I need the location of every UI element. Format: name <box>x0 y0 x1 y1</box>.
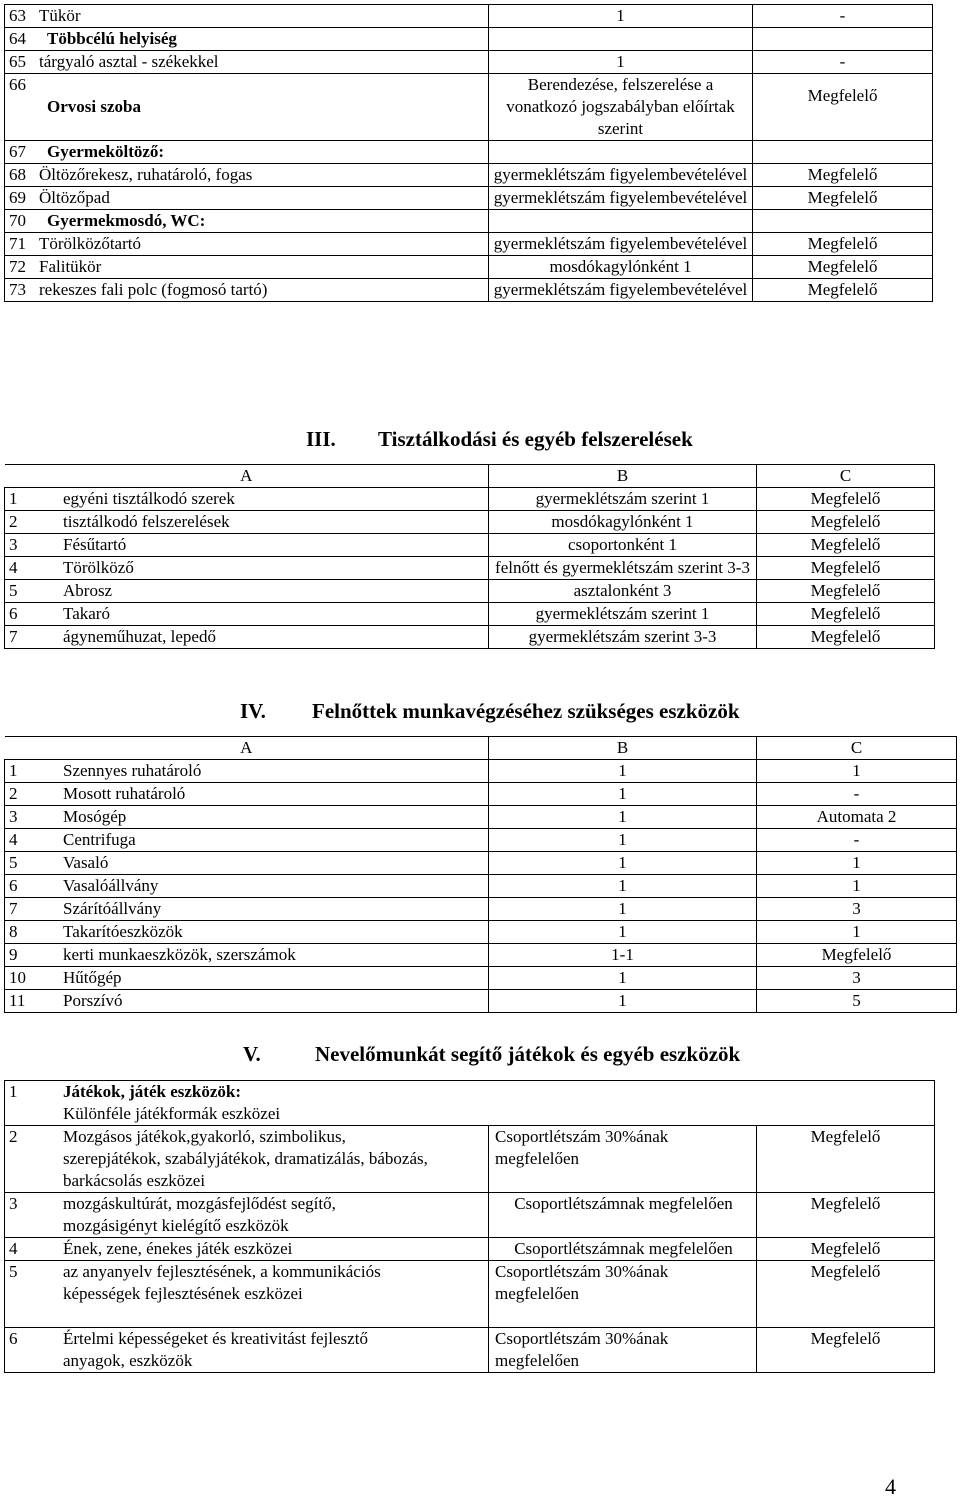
row-number: 2 <box>9 512 18 531</box>
item-cell <box>5 898 489 921</box>
table-row <box>5 603 935 626</box>
header-b: B <box>489 465 757 488</box>
quantity-cell: 1 <box>489 5 753 28</box>
item-cell <box>5 164 489 187</box>
item-cell <box>5 488 489 511</box>
status-cell: Megfelelő <box>753 164 933 187</box>
item-name: egyéni tisztálkodó szerek <box>63 489 235 508</box>
quantity-cell: Csoportlétszám 30%ának megfelelően <box>489 1261 757 1328</box>
status-cell: Megfelelő <box>757 1238 935 1261</box>
status-cell: Megfelelő <box>753 233 933 256</box>
table-row <box>5 534 935 557</box>
item-name: mozgáskultúrát, mozgásfejlődést segítő, mozgásigényt kielégítő eszközök <box>63 1194 336 1235</box>
item-cell <box>5 28 489 51</box>
item-name: Tükör <box>39 6 81 25</box>
quantity-cell: Csoportlétszámnak megfelelően <box>489 1193 757 1238</box>
status-cell: 1 <box>757 760 957 783</box>
status-cell: Megfelelő <box>753 256 933 279</box>
section-5-roman: V. <box>243 1042 261 1066</box>
status-cell: Megfelelő <box>757 580 935 603</box>
quantity-cell: Csoportlétszámnak megfelelően <box>489 1238 757 1261</box>
item-cell <box>5 1328 489 1373</box>
page-number: 4 <box>885 1474 896 1499</box>
item-name: Porszívó <box>63 991 123 1010</box>
item-cell <box>5 806 489 829</box>
item-cell <box>5 511 489 534</box>
item-name: tisztálkodó felszerelések <box>63 512 230 531</box>
row-number: 6 <box>9 876 18 895</box>
item-cell <box>5 534 489 557</box>
row-number: 7 <box>9 627 18 646</box>
quantity-cell: gyermeklétszám figyelembevételével <box>489 279 753 302</box>
row-number: 64 <box>9 29 26 48</box>
item-name: Takarítóeszközök <box>63 922 183 941</box>
table-row <box>5 279 933 302</box>
item-cell <box>5 626 489 649</box>
row-number: 2 <box>9 784 18 803</box>
header-c: C <box>757 465 935 488</box>
educational-toys-table <box>4 1080 935 1373</box>
item-name: Gyermekmosdó, WC: <box>47 211 206 230</box>
section-4-roman: IV. <box>240 699 266 723</box>
table-row <box>5 944 957 967</box>
table-row <box>5 1238 935 1261</box>
item-name: Szárítóállvány <box>63 899 162 918</box>
row-number: 67 <box>9 142 26 161</box>
item-cell <box>5 760 489 783</box>
quantity-cell: Csoportlétszám 30%ának megfelelően <box>489 1126 757 1193</box>
table-row <box>5 852 957 875</box>
row-number: 5 <box>9 1262 18 1281</box>
status-cell: Automata 2 <box>757 806 957 829</box>
table-row <box>5 875 957 898</box>
table-row <box>5 1261 935 1328</box>
table-row <box>5 210 933 233</box>
table-row <box>5 1126 935 1193</box>
row-number: 4 <box>9 558 18 577</box>
status-cell: Megfelelő <box>757 1328 935 1373</box>
table-row <box>5 829 957 852</box>
table-row <box>5 28 933 51</box>
item-cell <box>5 603 489 626</box>
table-row <box>5 580 935 603</box>
table-row <box>5 74 933 141</box>
item-name: Centrifuga <box>63 830 136 849</box>
item-name: Fésűtartó <box>63 535 127 554</box>
item-name: Ének, zene, énekes játék eszközei <box>63 1239 293 1258</box>
table-row <box>5 921 957 944</box>
quantity-cell: 1-1 <box>489 944 757 967</box>
table-row <box>5 626 935 649</box>
item-cell <box>5 1261 489 1328</box>
quantity-cell: gyermeklétszám figyelembevételével <box>489 164 753 187</box>
table-row <box>5 256 933 279</box>
status-cell: Megfelelő <box>757 944 957 967</box>
row-number: 8 <box>9 922 18 941</box>
item-name: Abrosz <box>63 581 113 600</box>
table-row <box>5 990 957 1013</box>
item-title: Játékok, játék eszközök: <box>63 1082 242 1101</box>
table-row <box>5 783 957 806</box>
equipment-table-1 <box>4 4 933 302</box>
header-c: C <box>757 737 957 760</box>
item-name: Törölközőtartó <box>39 234 141 253</box>
item-name: Öltözőrekesz, ruhatároló, fogas <box>39 165 253 184</box>
table-row <box>5 141 933 164</box>
header-a: A <box>5 737 489 760</box>
table-row <box>5 1328 935 1373</box>
item-cell <box>5 1081 935 1126</box>
row-number: 65 <box>9 52 26 71</box>
table-row <box>5 806 957 829</box>
quantity-cell: 1 <box>489 806 757 829</box>
section-4-heading <box>240 700 740 722</box>
status-cell: 1 <box>757 875 957 898</box>
status-cell: 3 <box>757 898 957 921</box>
row-number: 5 <box>9 853 18 872</box>
quantity-cell: gyermeklétszám szerint 3-3 <box>489 626 757 649</box>
table-row <box>5 511 935 534</box>
item-name: Orvosi szoba <box>47 97 141 116</box>
row-number: 7 <box>9 899 18 918</box>
quantity-cell: 1 <box>489 852 757 875</box>
quantity-cell <box>489 210 753 233</box>
item-cell <box>5 1193 489 1238</box>
quantity-cell: gyermeklétszám figyelembevételével <box>489 187 753 210</box>
row-number: 4 <box>9 1239 18 1258</box>
row-number: 2 <box>9 1127 18 1146</box>
item-name: Mosógép <box>63 807 127 826</box>
section-5-title: Nevelőmunkát segítő játékok és egyéb eszközök <box>315 1042 741 1066</box>
row-number: 70 <box>9 211 26 230</box>
item-name: Szennyes ruhatároló <box>63 761 202 780</box>
item-name: ágyneműhuzat, lepedő <box>63 627 216 646</box>
item-cell <box>5 5 489 28</box>
status-cell: 1 <box>757 852 957 875</box>
quantity-cell <box>489 141 753 164</box>
table-row <box>5 164 933 187</box>
section-3-heading <box>306 428 693 450</box>
table-row <box>5 1081 935 1126</box>
status-cell: Megfelelő <box>757 603 935 626</box>
item-name: Többcélú helyiség <box>47 29 177 48</box>
table-row <box>5 488 935 511</box>
table-row <box>5 760 957 783</box>
section-3-roman: III. <box>306 427 336 451</box>
status-cell: Megfelelő <box>757 1126 935 1193</box>
item-name: Takaró <box>63 604 110 623</box>
item-cell <box>5 279 489 302</box>
status-cell: - <box>753 51 933 74</box>
status-cell: Megfelelő <box>757 534 935 557</box>
quantity-cell: 1 <box>489 829 757 852</box>
status-cell: Megfelelő <box>757 511 935 534</box>
item-cell <box>5 1126 489 1193</box>
row-number: 72 <box>9 257 26 276</box>
status-cell <box>753 210 933 233</box>
item-name: Értelmi képességeket és kreativitást fejlesztő anyagok, eszközök <box>63 1329 368 1370</box>
item-cell <box>5 990 489 1013</box>
status-cell: Megfelelő <box>757 626 935 649</box>
quantity-cell: 1 <box>489 760 757 783</box>
item-cell <box>5 233 489 256</box>
item-name: Öltözőpad <box>39 188 110 207</box>
row-number: 10 <box>9 968 26 987</box>
quantity-cell: gyermeklétszám szerint 1 <box>489 488 757 511</box>
status-cell: Megfelelő <box>753 187 933 210</box>
status-cell: Megfelelő <box>753 74 933 141</box>
header-a: A <box>5 465 489 488</box>
item-cell <box>5 74 489 141</box>
row-number: 3 <box>9 807 18 826</box>
quantity-cell: gyermeklétszám figyelembevételével <box>489 233 753 256</box>
item-cell <box>5 852 489 875</box>
quantity-cell: 1 <box>489 51 753 74</box>
item-cell <box>5 141 489 164</box>
section-4-title: Felnőttek munkavégzéséhez szükséges eszközök <box>312 699 740 723</box>
quantity-cell: gyermeklétszám szerint 1 <box>489 603 757 626</box>
status-cell: Megfelelő <box>757 1261 935 1328</box>
row-number: 3 <box>9 1194 18 1213</box>
row-number: 11 <box>9 991 26 1010</box>
row-number: 6 <box>9 604 18 623</box>
status-cell: Megfelelő <box>757 488 935 511</box>
section-5-heading <box>243 1043 740 1065</box>
row-number: 1 <box>9 489 18 508</box>
row-number: 3 <box>9 535 18 554</box>
row-number: 69 <box>9 188 26 207</box>
section-3-title: Tisztálkodási és egyéb felszerelések <box>378 427 693 451</box>
quantity-cell: 1 <box>489 875 757 898</box>
item-name: Mosott ruhatároló <box>63 784 186 803</box>
quantity-cell: asztalonként 3 <box>489 580 757 603</box>
item-name: tárgyaló asztal - székekkel <box>39 52 219 71</box>
table-row <box>5 233 933 256</box>
item-name: az anyanyelv fejlesztésének, a kommunikációs képességek fejlesztésének eszközei <box>63 1262 381 1303</box>
row-number: 6 <box>9 1329 18 1348</box>
item-name: rekeszes fali polc (fogmosó tartó) <box>39 280 268 299</box>
quantity-cell: felnőtt és gyermeklétszám szerint 3-3 <box>489 557 757 580</box>
item-cell <box>5 921 489 944</box>
status-cell: Megfelelő <box>753 279 933 302</box>
header-row <box>5 737 957 760</box>
row-number: 9 <box>9 945 18 964</box>
item-cell <box>5 580 489 603</box>
row-number: 4 <box>9 830 18 849</box>
table-row <box>5 967 957 990</box>
status-cell: 5 <box>757 990 957 1013</box>
table-row <box>5 1193 935 1238</box>
quantity-cell: 1 <box>489 783 757 806</box>
item-cell <box>5 944 489 967</box>
item-cell <box>5 967 489 990</box>
row-number: 73 <box>9 280 26 299</box>
quantity-cell: 1 <box>489 898 757 921</box>
hygiene-equipment-table <box>4 464 935 649</box>
item-cell <box>5 557 489 580</box>
item-name: Vasalóállvány <box>63 876 159 895</box>
item-cell <box>5 1238 489 1261</box>
item-name: Vasaló <box>63 853 109 872</box>
status-cell: - <box>753 5 933 28</box>
quantity-cell: 1 <box>489 921 757 944</box>
quantity-cell <box>489 28 753 51</box>
header-row <box>5 465 935 488</box>
row-number: 66 <box>9 75 26 94</box>
status-cell: Megfelelő <box>757 557 935 580</box>
item-name: Falitükör <box>39 257 102 276</box>
row-number: 71 <box>9 234 26 253</box>
row-number: 1 <box>9 761 18 780</box>
item-cell <box>5 829 489 852</box>
row-number: 1 <box>9 1082 18 1101</box>
status-cell: 3 <box>757 967 957 990</box>
table-row <box>5 898 957 921</box>
item-cell <box>5 187 489 210</box>
item-cell <box>5 210 489 233</box>
quantity-cell: Berendezése, felszerelése a vonatkozó jogszabályban előírtak szerint <box>489 74 753 141</box>
item-cell <box>5 51 489 74</box>
status-cell: Megfelelő <box>757 1193 935 1238</box>
item-cell <box>5 875 489 898</box>
header-b: B <box>489 737 757 760</box>
item-cell <box>5 783 489 806</box>
row-number: 68 <box>9 165 26 184</box>
item-cell <box>5 256 489 279</box>
item-name: Hűtőgép <box>63 968 122 987</box>
row-number: 5 <box>9 581 18 600</box>
quantity-cell: 1 <box>489 967 757 990</box>
status-cell <box>753 141 933 164</box>
table-row <box>5 187 933 210</box>
item-name: Gyermeköltöző: <box>47 142 165 161</box>
table-row <box>5 5 933 28</box>
quantity-cell: mosdókagylónként 1 <box>489 511 757 534</box>
table-row <box>5 557 935 580</box>
quantity-cell: csoportonként 1 <box>489 534 757 557</box>
item-name: Törölköző <box>63 558 134 577</box>
status-cell: - <box>757 783 957 806</box>
quantity-cell: 1 <box>489 990 757 1013</box>
status-cell: 1 <box>757 921 957 944</box>
quantity-cell: mosdókagylónként 1 <box>489 256 753 279</box>
adult-work-tools-table <box>4 736 957 1013</box>
item-subtitle: Különféle játékformák eszközei <box>63 1104 281 1123</box>
quantity-cell: Csoportlétszám 30%ának megfelelően <box>489 1328 757 1373</box>
status-cell: - <box>757 829 957 852</box>
table-row <box>5 51 933 74</box>
row-number: 63 <box>9 6 26 25</box>
item-name: kerti munkaeszközök, szerszámok <box>63 945 296 964</box>
item-name: Mozgásos játékok,gyakorló, szimbolikus, szerepjátékok, szabályjátékok, dramatizálás, bábozás, barkácsolás eszközei <box>63 1127 428 1190</box>
status-cell <box>753 28 933 51</box>
